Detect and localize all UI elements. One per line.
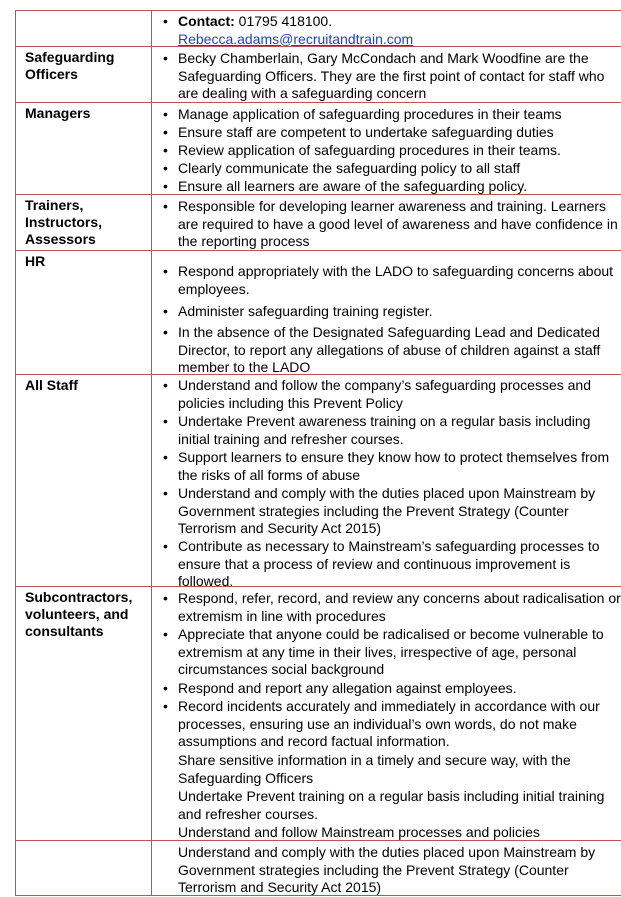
bullet-icon: • [163, 142, 168, 158]
bullet-icon: • [163, 178, 168, 194]
contact-email-link[interactable]: Rebecca.adams@recruitandtrain.com [178, 30, 414, 47]
list-item-text: Ensure staff are competent to undertake safeguarding duties [178, 124, 554, 140]
list-item-text: Understand and comply with the duties placed upon Mainstream by Government strategies including the Prevent Strategy (Counter Terrorism and Security Act 2015) [178, 844, 596, 896]
role-label: Trainers, Instructors, Assessors [25, 197, 103, 247]
list-item-text: In the absence of the Designated Safeguarding Lead and Dedicated Director, to report any allegations of abuse of children against a staff member to the LADO [178, 324, 601, 376]
list-item-text: Undertake Prevent training on a regular basis including initial training and refresher courses. [178, 788, 605, 822]
list-item-text: Record incidents accurately and immediately in accordance with our processes, ensuring use an individual’s own words, do not make assumptions and record factual information. [178, 698, 600, 750]
list-item-text: Respond appropriately with the LADO to safeguarding concerns about employees. [178, 263, 614, 297]
bullet-icon: • [163, 160, 168, 176]
list-item-text: Clearly communicate the safeguarding policy to all staff [178, 160, 521, 176]
list-item-text: Administer safeguarding training register. [178, 303, 433, 319]
bullet-icon: • [163, 626, 168, 642]
bullet-icon: • [163, 413, 168, 429]
table-row [15, 586, 621, 841]
bullet-icon: • [163, 485, 168, 501]
role-label: Safeguarding Officers [25, 49, 115, 82]
bullet-icon: • [163, 263, 168, 279]
list-item-text: Respond, refer, record, and review any concerns about radicalisation or extremism in line with procedures [178, 590, 621, 624]
bullet-icon: • [163, 377, 168, 393]
table-row [15, 840, 621, 896]
contact-phone: 01795 418100. [238, 13, 333, 29]
bullet-icon: • [163, 106, 168, 122]
list-item-text: Understand and comply with the duties placed upon Mainstream by Government strategies including the Prevent Strategy (Counter Terrorism and Security Act 2015) [178, 485, 596, 537]
list-item-text: Contribute as necessary to Mainstream’s safeguarding processes to ensure that a process of review and continuous improvement is followed. [178, 538, 600, 590]
list-item-text: Understand and follow Mainstream processes and policies [178, 824, 540, 840]
list-item-text: Appreciate that anyone could be radicalised or become vulnerable to extremism at any time in their lives, irrespective of age, personal circumstances social background [178, 626, 604, 678]
list-item-text: Responsible for developing learner awareness and training. Learners are required to have a good level of awareness and have confidence in the reporting process [178, 198, 618, 250]
list-item-text: Becky Chamberlain, Gary McCondach and Mark Woodfine are the Safeguarding Officers. They are the first point of contact for staff who are dealing with a safeguarding concern [178, 50, 605, 102]
table-row [15, 102, 621, 195]
table-row [15, 194, 621, 251]
role-label: Managers [25, 105, 91, 121]
role-label: All Staff [25, 377, 78, 393]
list-item-text: Support learners to ensure they know how to protect themselves from the risks of all forms of abuse [178, 449, 610, 483]
bullet-icon: • [163, 698, 168, 714]
list-item-text: Ensure all learners are aware of the safeguarding policy. [178, 178, 528, 194]
bullet-icon: • [163, 198, 168, 214]
contact-label: Contact: [178, 13, 235, 29]
list-item-text: Respond and report any allegation against employees. [178, 680, 517, 696]
bullet-icon: • [163, 303, 168, 319]
role-label: Subcontractors, volunteers, and consultants [25, 589, 133, 639]
bullet-icon: • [163, 124, 168, 140]
bullet-icon: • [163, 538, 168, 554]
bullet-icon: • [163, 449, 168, 465]
table-row [15, 250, 621, 375]
bullet-icon: • [163, 590, 168, 606]
list-item-text: Undertake Prevent awareness training on a regular basis including initial training and refresher courses. [178, 413, 591, 447]
table-row [15, 10, 621, 47]
bullet-icon: • [163, 50, 168, 66]
bullet-icon: • [163, 680, 168, 696]
bullet-icon: • [163, 13, 168, 29]
bullet-icon: • [163, 324, 168, 340]
table-row [15, 46, 621, 103]
table-row [15, 374, 621, 590]
list-item-text: Share sensitive information in a timely and secure way, with the Safeguarding Officers [178, 752, 571, 786]
list-item-text: Manage application of safeguarding procedures in their teams [178, 106, 562, 122]
list-item-text: Understand and follow the company’s safeguarding processes and policies including this Prevent Policy [178, 377, 591, 411]
role-label: HR [25, 253, 46, 269]
list-item-text: Review application of safeguarding procedures in their teams. [178, 142, 561, 158]
